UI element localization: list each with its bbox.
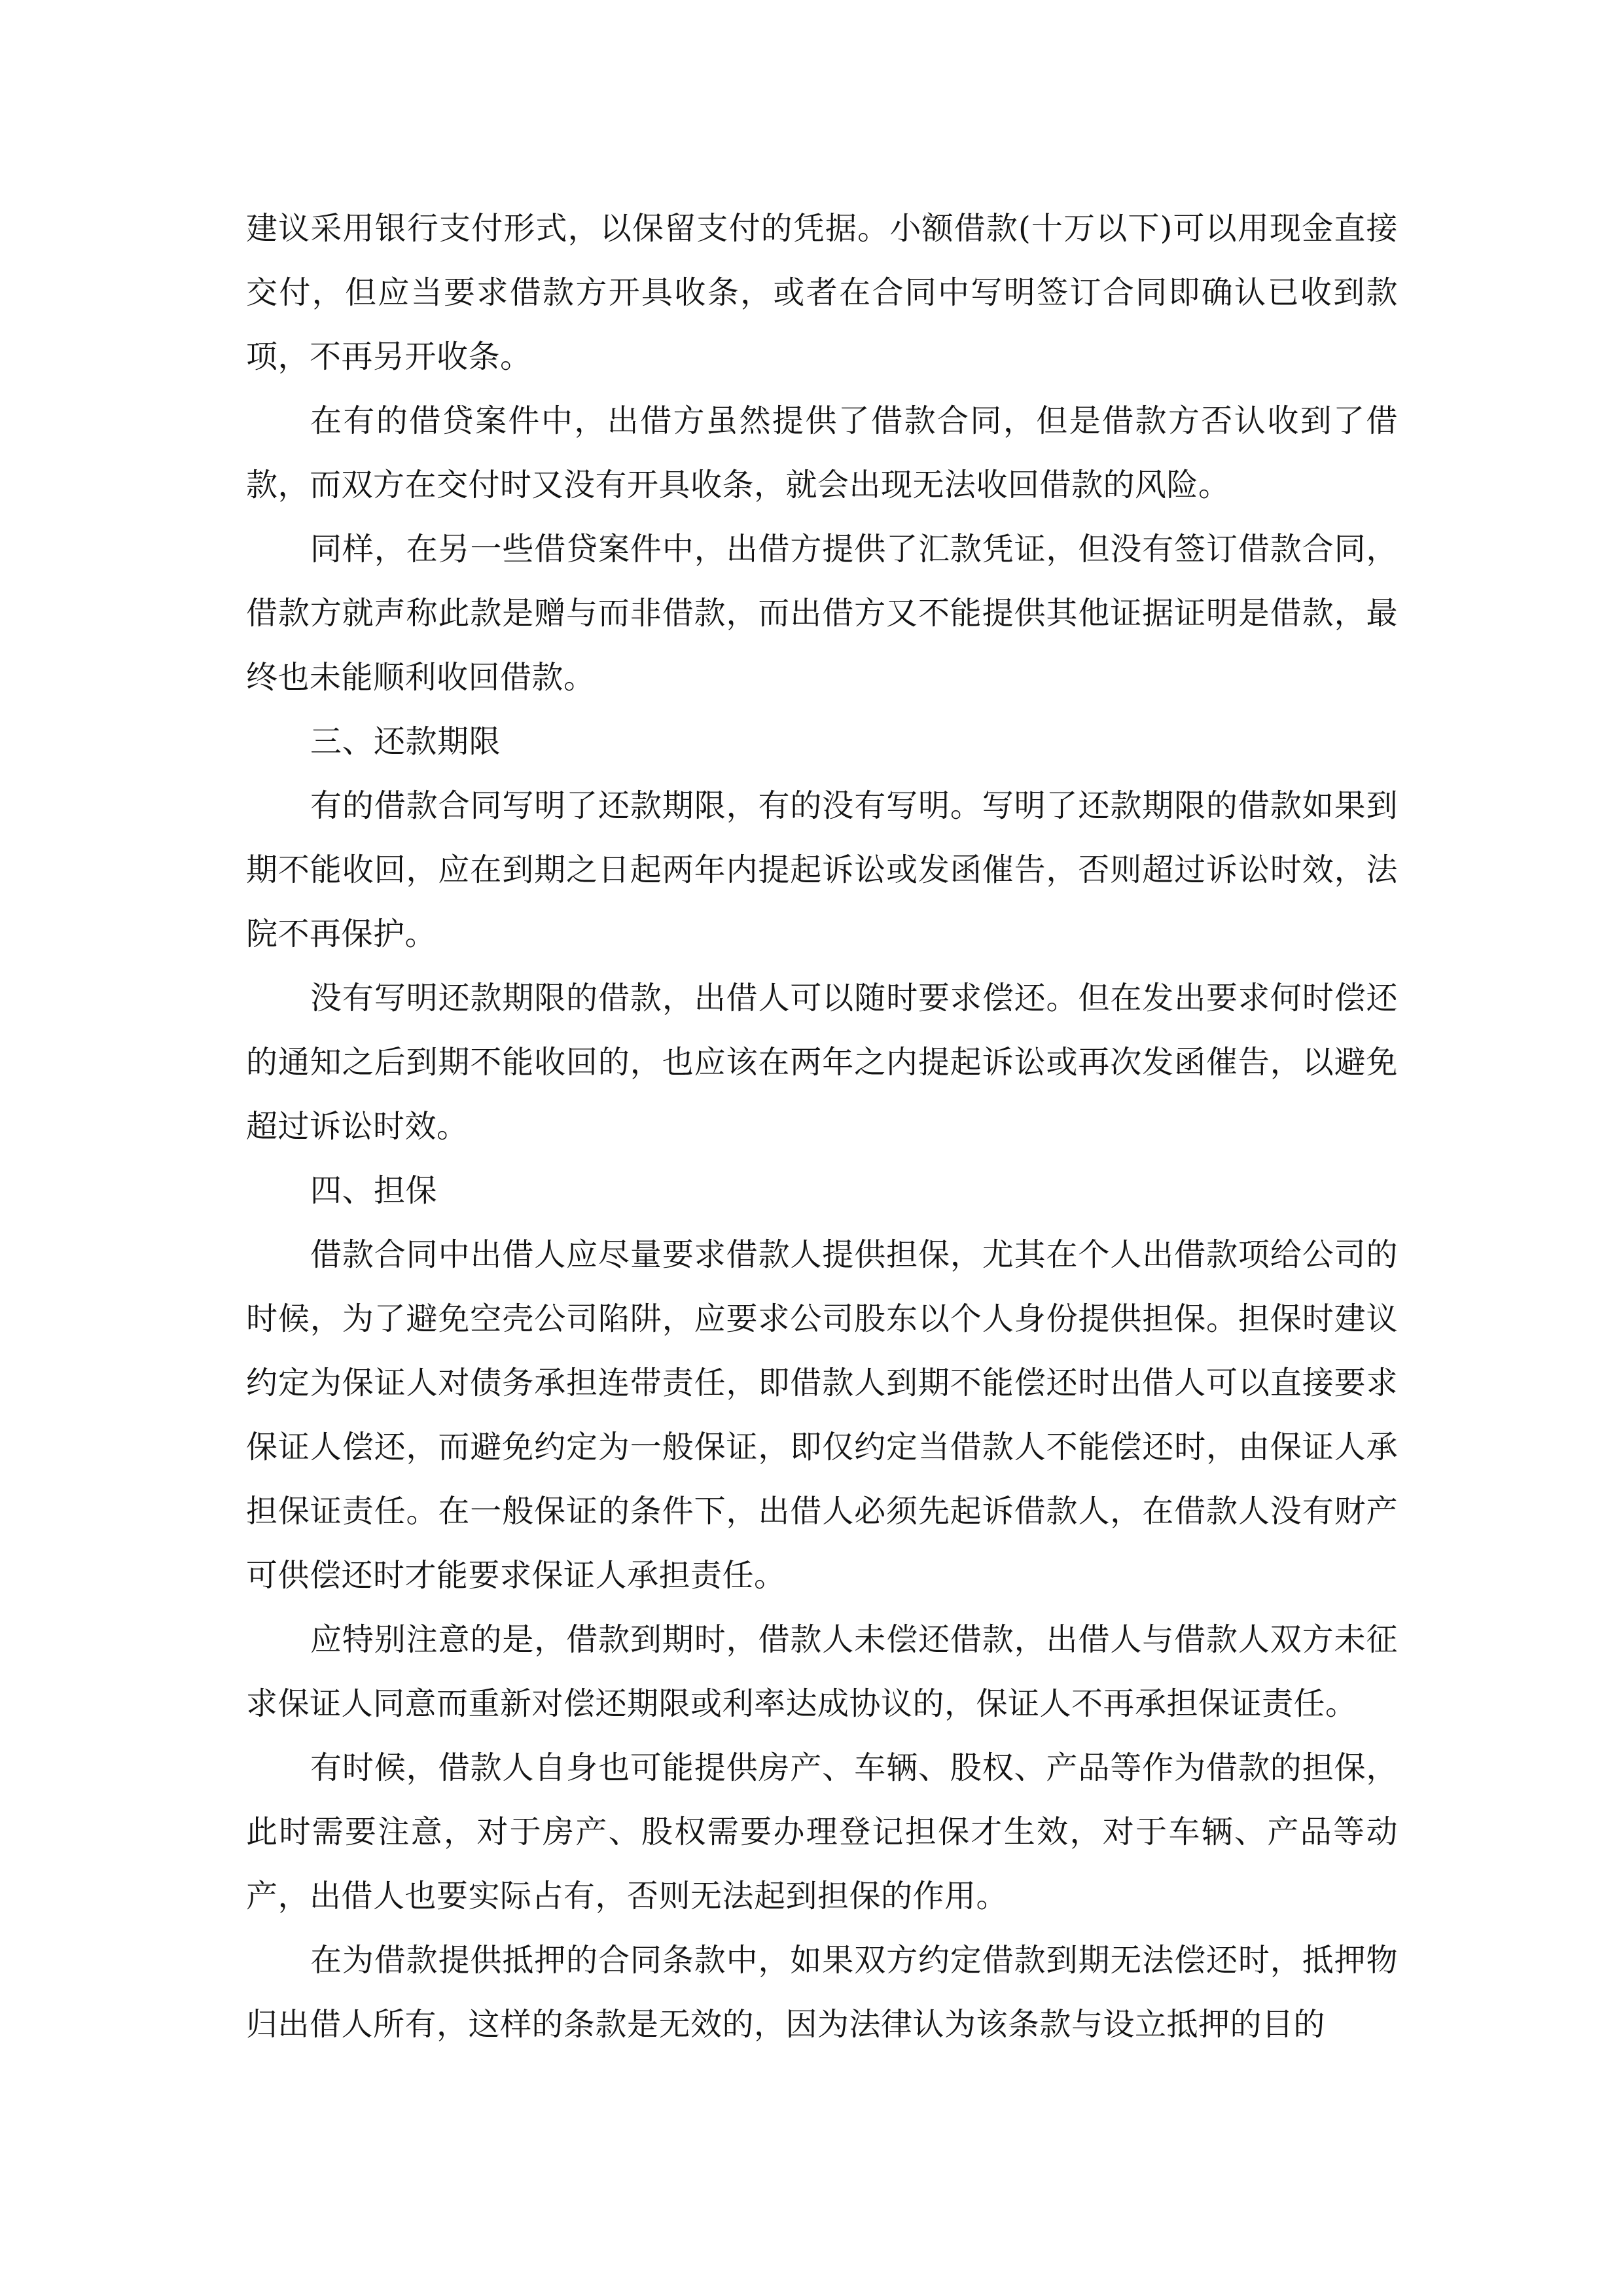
paragraph-no-contract-risk: 同样，在另一些借贷案件中，出借方提供了汇款凭证，但没有签订借款合同，借款方就声称此款是赠与而非借款，而出借方又不能提供其他证据证明是借款，最终也未能顺利收回借款。 (246, 531, 1398, 696)
section-heading-guarantee: 四、担保 (310, 1172, 438, 1209)
paragraph-term-unspecified: 没有写明还款期限的借款，出借人可以随时要求偿还。但在发出要求何时偿还的通知之后到期不能收回的，也应该在两年之内提起诉讼或再次发函催告，以避免超过诉讼时效。 (246, 980, 1398, 1145)
paragraph-guarantor-consent: 应特别注意的是，借款到期时，借款人未偿还借款，出借人与借款人双方未征求保证人同意而重新对偿还期限或利率达成协议的，保证人不再承担保证责任。 (246, 1621, 1398, 1722)
section-heading-repayment-term: 三、还款期限 (310, 723, 501, 760)
paragraph-mortgage-clause: 在为借款提供抵押的合同条款中，如果双方约定借款到期无法偿还时，抵押物归出借人所有，这样的条款是无效的，因为法律认为该条款与设立抵押的目的 (246, 1942, 1398, 2043)
paragraph-collateral: 有时候，借款人自身也可能提供房产、车辆、股权、产品等作为借款的担保，此时需要注意，对于房产、股权需要办理登记担保才生效，对于车辆、产品等动产，出借人也要实际占有，否则无法起到担保的作用。 (246, 1749, 1398, 1914)
paragraph-term-specified: 有的借款合同写明了还款期限，有的没有写明。写明了还款期限的借款如果到期不能收回，应在到期之日起两年内提起诉讼或发函催告，否则超过诉讼时效，法院不再保护。 (246, 787, 1398, 952)
paragraph-payment-method: 建议采用银行支付形式，以保留支付的凭据。小额借款(十万以下)可以用现金直接交付，但应当要求借款方开具收条，或者在合同中写明签订合同即确认已收到款项，不再另开收条。 (246, 210, 1398, 375)
document-page (246, 196, 1398, 2056)
paragraph-guarantee-requirement: 借款合同中出借人应尽量要求借款人提供担保，尤其在个人出借款项给公司的时候，为了避免空壳公司陷阱，应要求公司股东以个人身份提供担保。担保时建议约定为保证人对债务承担连带责任，即借款人到期不能偿还时出借人可以直接要求保证人偿还，而避免约定为一般保证，即仅约定当借款人不能偿还时，由保证人承担保证责任。在一般保证的条件下，出借人必须先起诉借款人，在借款人没有财产可供偿还时才能要求保证人承担责任。 (246, 1236, 1398, 1594)
paragraph-no-receipt-risk: 在有的借贷案件中，出借方虽然提供了借款合同，但是借款方否认收到了借款，而双方在交付时又没有开具收条，就会出现无法收回借款的风险。 (246, 403, 1398, 503)
